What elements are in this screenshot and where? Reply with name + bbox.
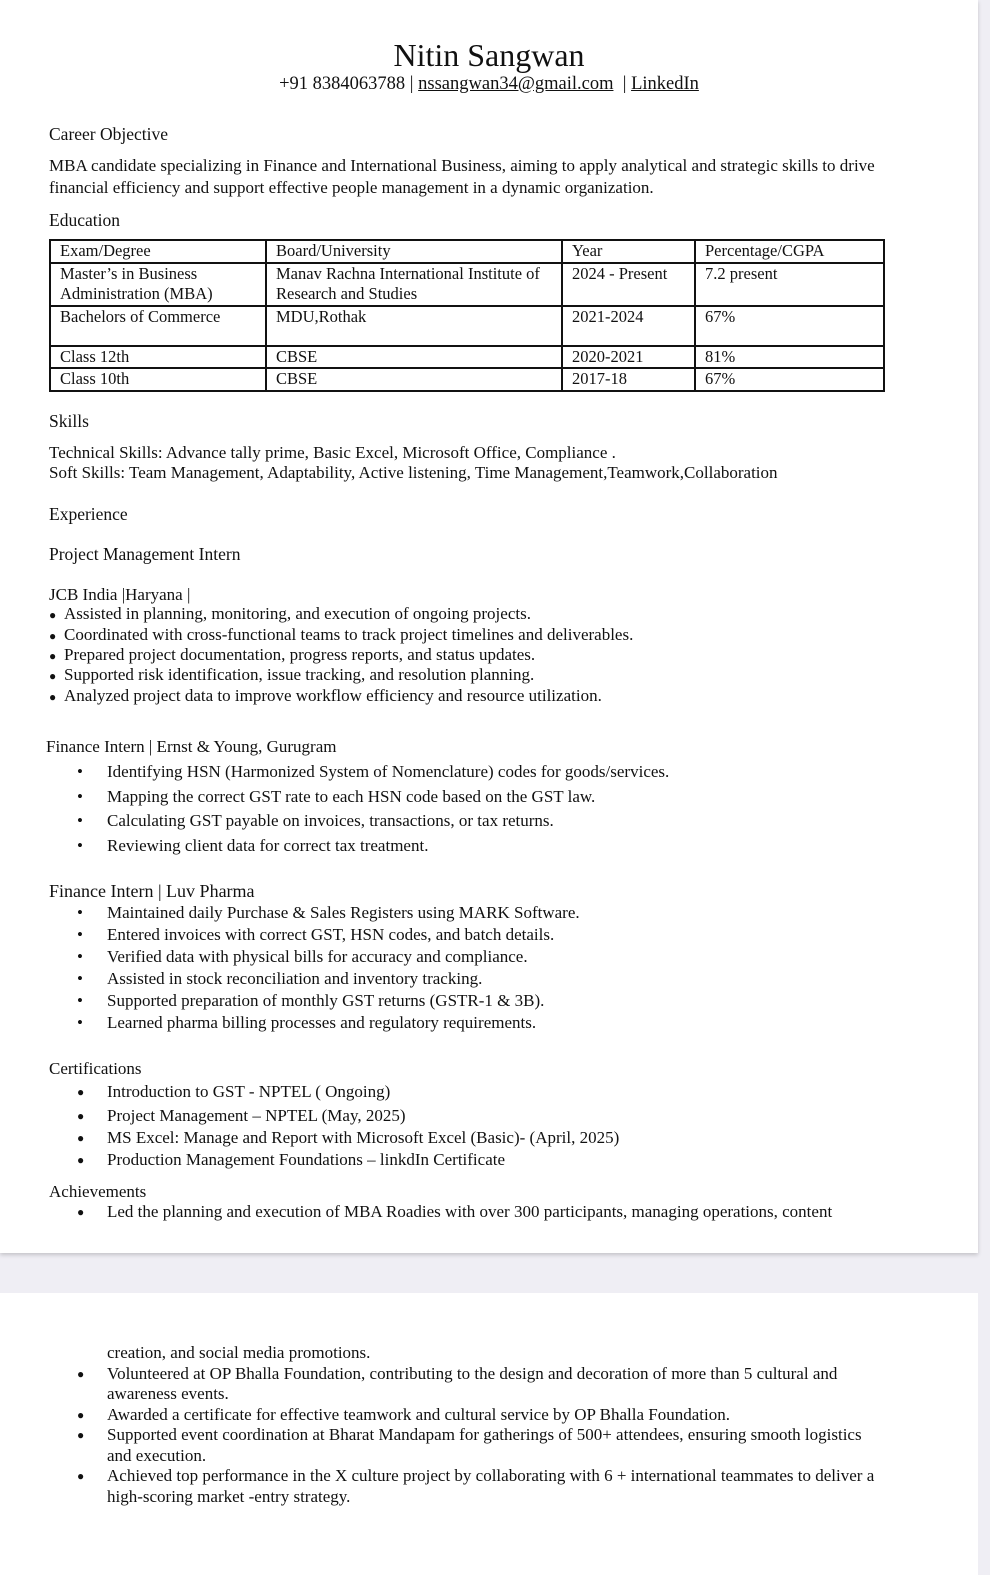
- technical-skills: Technical Skills: Advance tally prime, Basic Excel, Microsoft Office, Compliance .: [49, 443, 616, 462]
- achievements-heading: Achievements: [49, 1182, 147, 1201]
- list-item: [49, 924, 580, 946]
- bullet-text: Learned pharma billing processes and regulatory requirements.: [107, 1013, 537, 1032]
- bullet-text: Supported event coordination at Bharat Mandapam for gatherings of 500+ attendees, ensuring smooth logistics: [107, 1425, 862, 1444]
- education-table: [49, 239, 885, 392]
- list-item: [49, 645, 535, 667]
- column-header: Year: [562, 240, 695, 263]
- bullet-text: Achieved top performance in the X culture project by collaborating with 6 + international teammates to deliver a: [107, 1466, 875, 1485]
- achievements-list-page1: [49, 1201, 832, 1223]
- list-item-continuation: [49, 1384, 874, 1405]
- bullet-icon: ●: [77, 1428, 85, 1442]
- list-item: [49, 968, 580, 990]
- bullet-icon: ●: [77, 1153, 85, 1167]
- bullet-icon: ●: [49, 629, 57, 643]
- bullet-text: Identifying HSN (Harmonized System of Nomenclature) codes for goods/services.: [107, 762, 670, 781]
- bullet-icon: ●: [77, 1109, 85, 1123]
- table-cell: CBSE: [266, 368, 562, 391]
- table-cell: 2024 - Present: [562, 263, 695, 306]
- table-cell: MDU,Rothak: [266, 306, 562, 346]
- list-item: [49, 1081, 619, 1103]
- list-item-continuation: [49, 1343, 874, 1364]
- list-item: [49, 1201, 832, 1223]
- list-item: [49, 625, 633, 647]
- bullet-text: Prepared project documentation, progress reports, and status updates.: [64, 645, 536, 664]
- bullet-text: Production Management Foundations – linkdIn Certificate: [107, 1150, 506, 1169]
- list-item: [49, 604, 531, 626]
- luv-pharma-bullet-list: [49, 902, 580, 1034]
- bullet-icon: ●: [77, 1366, 85, 1381]
- bullet-text: Volunteered at OP Bhalla Foundation, contributing to the design and decoration of more than 5 cultural and: [107, 1363, 838, 1383]
- list-item: [49, 809, 669, 834]
- list-item: [49, 686, 602, 708]
- list-item: [49, 1425, 874, 1446]
- table-row: [50, 346, 884, 369]
- bullet-icon: ●: [49, 690, 57, 704]
- bullet-icon: •: [77, 947, 83, 966]
- bullet-text: Assisted in stock reconciliation and inventory tracking.: [107, 969, 483, 988]
- achievements-list-page2: [49, 1343, 874, 1507]
- list-item: [49, 1364, 874, 1385]
- column-header: Board/University: [266, 240, 562, 263]
- career-objective-heading: Career Objective: [49, 124, 169, 144]
- list-item: [49, 834, 669, 859]
- table-row: [50, 306, 884, 346]
- table-cell: 81%: [695, 346, 884, 369]
- resume-page-2: [0, 1293, 978, 1575]
- bullet-icon: •: [77, 835, 83, 855]
- bullet-icon: ●: [77, 1131, 85, 1145]
- bullet-icon: •: [77, 991, 83, 1010]
- list-item: [49, 1149, 619, 1171]
- column-header: Exam/Degree: [50, 240, 266, 263]
- separator: |: [405, 74, 419, 94]
- bullet-icon: •: [77, 903, 83, 922]
- job-title: Finance Intern | Ernst & Young, Gurugram: [46, 737, 337, 756]
- list-item: [49, 1127, 619, 1149]
- bullet-text: and execution.: [107, 1445, 207, 1465]
- bullet-icon: ●: [77, 1085, 85, 1099]
- career-objective-text: MBA candidate specializing in Finance and International Business, aiming to apply analytical and strategic skills to drive financial efficiency and support effective people management in a dynamic organization.: [49, 156, 875, 197]
- phone-number: +91 8384063788: [279, 74, 406, 94]
- bullet-icon: •: [77, 762, 83, 781]
- email-link[interactable]: nssangwan34@gmail.com: [418, 74, 614, 94]
- separator: |: [613, 74, 632, 94]
- soft-skills: Soft Skills: Team Management, Adaptability, Active listening, Time Management,Teamwork,Collaboration: [49, 463, 778, 482]
- bullet-icon: ●: [49, 669, 57, 683]
- bullet-text: Awarded a certificate for effective teamwork and cultural service by OP Bhalla Foundation.: [107, 1404, 730, 1424]
- list-item-continuation: [49, 1487, 874, 1508]
- list-item: [49, 946, 580, 968]
- bullet-icon: ●: [77, 1469, 85, 1483]
- job-company: JCB India |Haryana |: [49, 585, 191, 604]
- bullet-text: Calculating GST payable on invoices, transactions, or tax returns.: [107, 811, 554, 830]
- bullet-text: Reviewing client data for correct tax treatment.: [107, 835, 429, 855]
- list-item: [49, 990, 580, 1012]
- bullet-text: MS Excel: Manage and Report with Microsoft Excel (Basic)- (April, 2025): [107, 1128, 620, 1147]
- education-heading: Education: [49, 210, 120, 230]
- list-item: [49, 1012, 580, 1034]
- table-cell: 7.2 present: [695, 263, 884, 306]
- contact-line: [0, 73, 978, 95]
- table-row: [50, 368, 884, 391]
- bullet-text: Mapping the correct GST rate to each HSN code based on the GST law.: [107, 786, 596, 806]
- bullet-text: Supported preparation of monthly GST returns (GSTR-1 & 3B).: [107, 991, 545, 1010]
- table-cell: 67%: [695, 306, 884, 346]
- table-cell: Class 12th: [50, 346, 266, 369]
- bullet-text: Maintained daily Purchase & Sales Registers using MARK Software.: [107, 903, 580, 922]
- bullet-text: Supported risk identification, issue tracking, and resolution planning.: [64, 665, 535, 684]
- list-item: [49, 665, 534, 687]
- list-item: [49, 1466, 874, 1487]
- bullet-icon: •: [77, 1013, 83, 1032]
- bullet-icon: •: [77, 786, 83, 806]
- table-row: [50, 263, 884, 306]
- bullet-text: Project Management – NPTEL (May, 2025): [107, 1106, 406, 1125]
- column-header: Percentage/CGPA: [695, 240, 884, 263]
- table-cell: Class 10th: [50, 368, 266, 391]
- certifications-heading: Certifications: [49, 1059, 142, 1078]
- bullet-text: Assisted in planning, monitoring, and execution of ongoing projects.: [64, 604, 531, 623]
- bullet-text: Introduction to GST - NPTEL ( Ongoing): [107, 1082, 391, 1101]
- bullet-icon: ●: [49, 649, 57, 663]
- bullet-icon: •: [77, 969, 83, 988]
- linkedin-link[interactable]: LinkedIn: [631, 74, 699, 94]
- bullet-text: high-scoring market -entry strategy.: [107, 1486, 351, 1506]
- bullet-text: Entered invoices with correct GST, HSN codes, and batch details.: [107, 925, 555, 944]
- table-cell: Master’s in Business Administration (MBA): [50, 263, 266, 306]
- ey-bullet-list: [49, 760, 669, 858]
- table-cell: Manav Rachna International Institute of Research and Studies: [266, 263, 562, 306]
- list-item: [49, 1405, 874, 1426]
- skills-heading: Skills: [49, 411, 89, 431]
- bullet-text: awareness events.: [107, 1384, 229, 1403]
- job-title: Finance Intern | Luv Pharma: [49, 881, 255, 901]
- table-cell: CBSE: [266, 346, 562, 369]
- bullet-icon: ●: [49, 608, 57, 622]
- bullet-icon: •: [77, 811, 83, 830]
- table-cell: 2021-2024: [562, 306, 695, 346]
- bullet-text: Analyzed project data to improve workflow efficiency and resource utilization.: [64, 686, 602, 705]
- table-cell: 2020-2021: [562, 346, 695, 369]
- list-item: [49, 902, 580, 924]
- candidate-name: Nitin Sangwan: [393, 37, 585, 73]
- list-item: [49, 760, 669, 785]
- bullet-text: Coordinated with cross-functional teams to track project timelines and deliverables.: [64, 625, 634, 644]
- list-item: [49, 1105, 619, 1127]
- table-cell: 67%: [695, 368, 884, 391]
- table-cell: Bachelors of Commerce: [50, 306, 266, 346]
- list-item: [49, 785, 669, 810]
- list-item-continuation: [49, 1446, 874, 1467]
- bullet-text: Verified data with physical bills for accuracy and compliance.: [107, 947, 528, 966]
- job-title: Project Management Intern: [49, 544, 241, 564]
- table-cell: 2017-18: [562, 368, 695, 391]
- bullet-text: Led the planning and execution of MBA Roadies with over 300 participants, managing operations, content: [107, 1202, 833, 1221]
- bullet-text: creation, and social media promotions.: [107, 1343, 371, 1362]
- bullet-icon: •: [77, 925, 83, 944]
- experience-heading: Experience: [49, 504, 128, 524]
- bullet-icon: ●: [77, 1205, 85, 1219]
- table-header-row: [50, 240, 884, 263]
- bullet-icon: ●: [77, 1407, 85, 1422]
- certifications-list: [49, 1081, 619, 1171]
